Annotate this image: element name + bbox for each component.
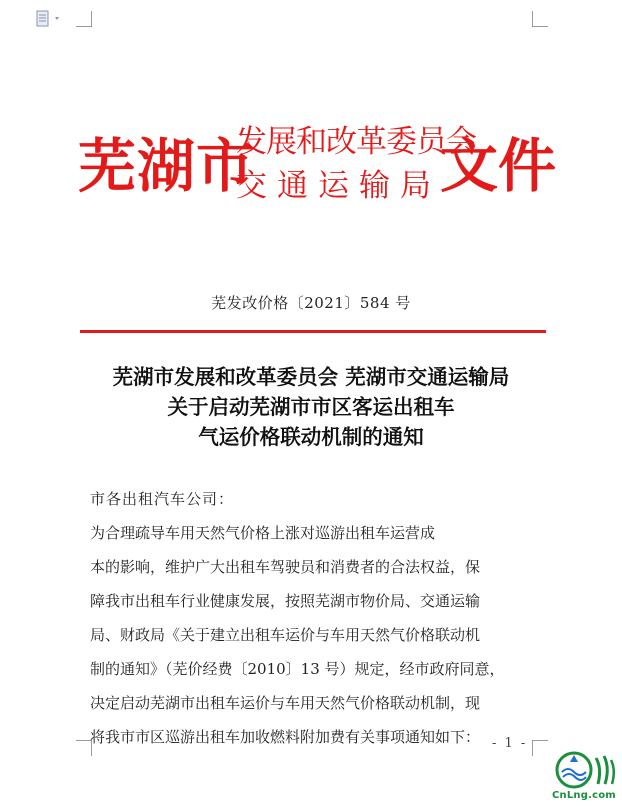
watermark-text: CnLng.com [552, 790, 616, 801]
header-document-word: 文件 [440, 132, 557, 200]
title-line: 关于启动芜湖市市区客运出租车 [167, 395, 455, 419]
header-city: 芜湖市 [78, 132, 256, 200]
document-title [60, 362, 562, 452]
crop-mark [532, 26, 548, 27]
title-line: 芜湖市发展和改革委员会 芜湖市交通运输局 [112, 365, 510, 389]
body-line: 障我市出租车行业健康发展，按照芜湖市物价局、交通运输 [90, 592, 481, 610]
body-line: 本的影响，维护广大出租车驾驶员和消费者的合法权益，保 [90, 558, 481, 576]
header-issuer-1: 发展和改革委员会 [236, 124, 476, 160]
body-text [90, 516, 545, 754]
crop-mark [76, 26, 92, 27]
body-line: 决定启动芜湖市出租车运价与车用天然气价格联动机制，现 [90, 694, 481, 712]
document-icon[interactable] [36, 10, 66, 28]
body-line: 制的通知》（芜价经费〔2010〕13 号）规定，经市政府同意， [90, 660, 505, 678]
salutation: 市各出租汽车公司： [90, 490, 235, 508]
page-number: - 1 - [492, 736, 528, 751]
red-divider [80, 330, 546, 333]
header-issuers [236, 120, 476, 208]
body-line: 局、财政局《关于建立出租车运价与车用天然气价格联动机 [90, 626, 481, 644]
title-line: 气运价格联动机制的通知 [198, 425, 424, 449]
header-issuer-2: 交通运输局 [236, 168, 441, 204]
crop-mark [91, 11, 92, 27]
document-number: 芜发改价格〔2021〕584 号 [211, 294, 411, 312]
crop-mark [532, 11, 533, 27]
document-header [78, 120, 557, 220]
body-line: 将我市市区巡游出租车加收燃料附加费有关事项通知如下： [90, 728, 481, 746]
body-line: 为合理疏导车用天然气价格上涨对巡游出租车运营成 [90, 524, 436, 542]
